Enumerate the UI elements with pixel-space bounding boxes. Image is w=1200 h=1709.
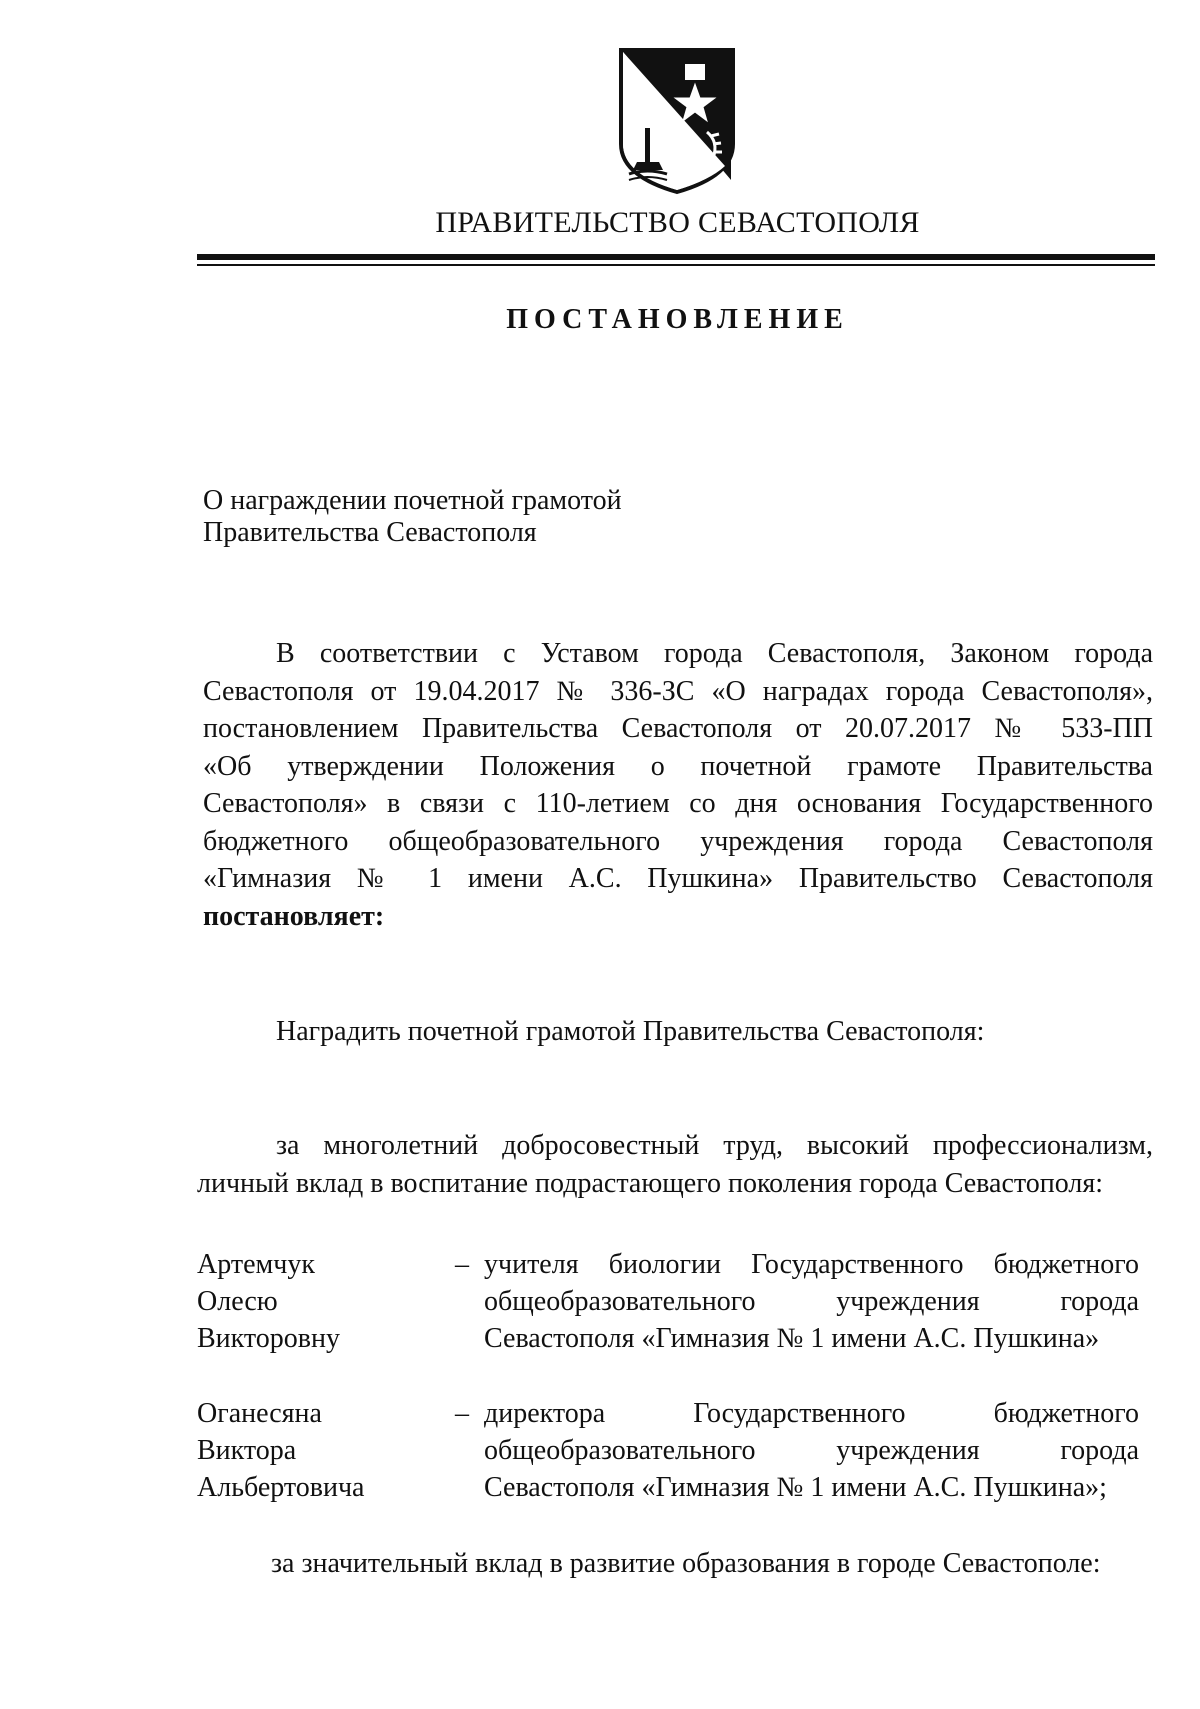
preamble-line: бюджетного общеобразовательного учреждения города Севастополя [203, 825, 1153, 857]
preamble-line: Севастополя от 19.04.2017 № 336-ЗС «О наградах города Севастополя», [203, 675, 1153, 707]
recipient-name [197, 1249, 437, 1360]
merit-statement-2: за значительный вклад в развитие образования в городе Севастополе: [271, 1548, 1101, 1579]
recipient-entry [197, 1249, 1139, 1364]
recipient-name-line: Альбертовича [197, 1472, 365, 1503]
merit-statement [197, 1130, 1153, 1205]
header-rule-thin [197, 264, 1155, 266]
recipient-position-line: Севастополя «Гимназия № 1 имени А.С. Пушкина»; [484, 1472, 1107, 1503]
preamble-line: постановлением Правительства Севастополя от 20.07.2017 № 533-ПП [203, 713, 1153, 744]
recipient-position-line: директора Государственного бюджетного [484, 1398, 1139, 1429]
recipient-name-line: Виктора [197, 1435, 297, 1466]
government-name: ПРАВИТЕЛЬСТВО СЕВАСТОПОЛЯ [435, 206, 920, 239]
document-type-title: ПОСТАНОВЛЕНИЕ [506, 304, 849, 335]
recipient-position [484, 1249, 1139, 1360]
recipient-name-line: Оганесяна [197, 1398, 322, 1429]
recipient-entry [197, 1398, 1139, 1513]
recipient-dash: – [455, 1249, 469, 1280]
subject-line: Правительства Севастополя [203, 517, 537, 548]
recipient-position-line: Севастополя «Гимназия № 1 имени А.С. Пушкина» [484, 1323, 1100, 1354]
recipient-position [484, 1398, 1139, 1509]
recipient-position-line: учителя биологии Государственного бюджетного [484, 1249, 1139, 1280]
recipient-name [197, 1398, 437, 1509]
recipient-position-line: общеобразовательного учреждения города [484, 1286, 1139, 1317]
preamble-line: В соответствии с Уставом города Севастополя, Законом города [276, 638, 1153, 669]
subject-line: О награждении почетной грамотой [203, 485, 622, 516]
preamble-line: «Гимназия № 1 имени А.С. Пушкина» Правительство Севастополя [203, 863, 1153, 894]
merit-line: личный вклад в воспитание подрастающего поколения города Севастополя: [197, 1167, 1103, 1199]
preamble-line: Севастополя» в связи с 110-летием со дня основания Государственного [203, 788, 1153, 819]
award-intro: Наградить почетной грамотой Правительства Севастополя: [276, 1016, 985, 1047]
document-subject [203, 485, 622, 549]
recipient-name-line: Артемчук [197, 1249, 315, 1280]
preamble-line: «Об утверждении Положения о почетной грамоте Правительства [203, 750, 1153, 782]
sevastopol-coat-of-arms [615, 46, 739, 196]
recipient-dash: – [455, 1398, 469, 1429]
merit-line: за многолетний добросовестный труд, высокий профессионализм, [276, 1130, 1153, 1161]
preamble-paragraph [203, 638, 1153, 938]
header-rule-thick [197, 254, 1155, 260]
recipient-position-line: общеобразовательного учреждения города [484, 1435, 1139, 1466]
recipient-name-line: Викторовну [197, 1323, 340, 1354]
resolution-word: постановляет: [203, 900, 385, 932]
recipient-name-line: Олесю [197, 1286, 278, 1317]
